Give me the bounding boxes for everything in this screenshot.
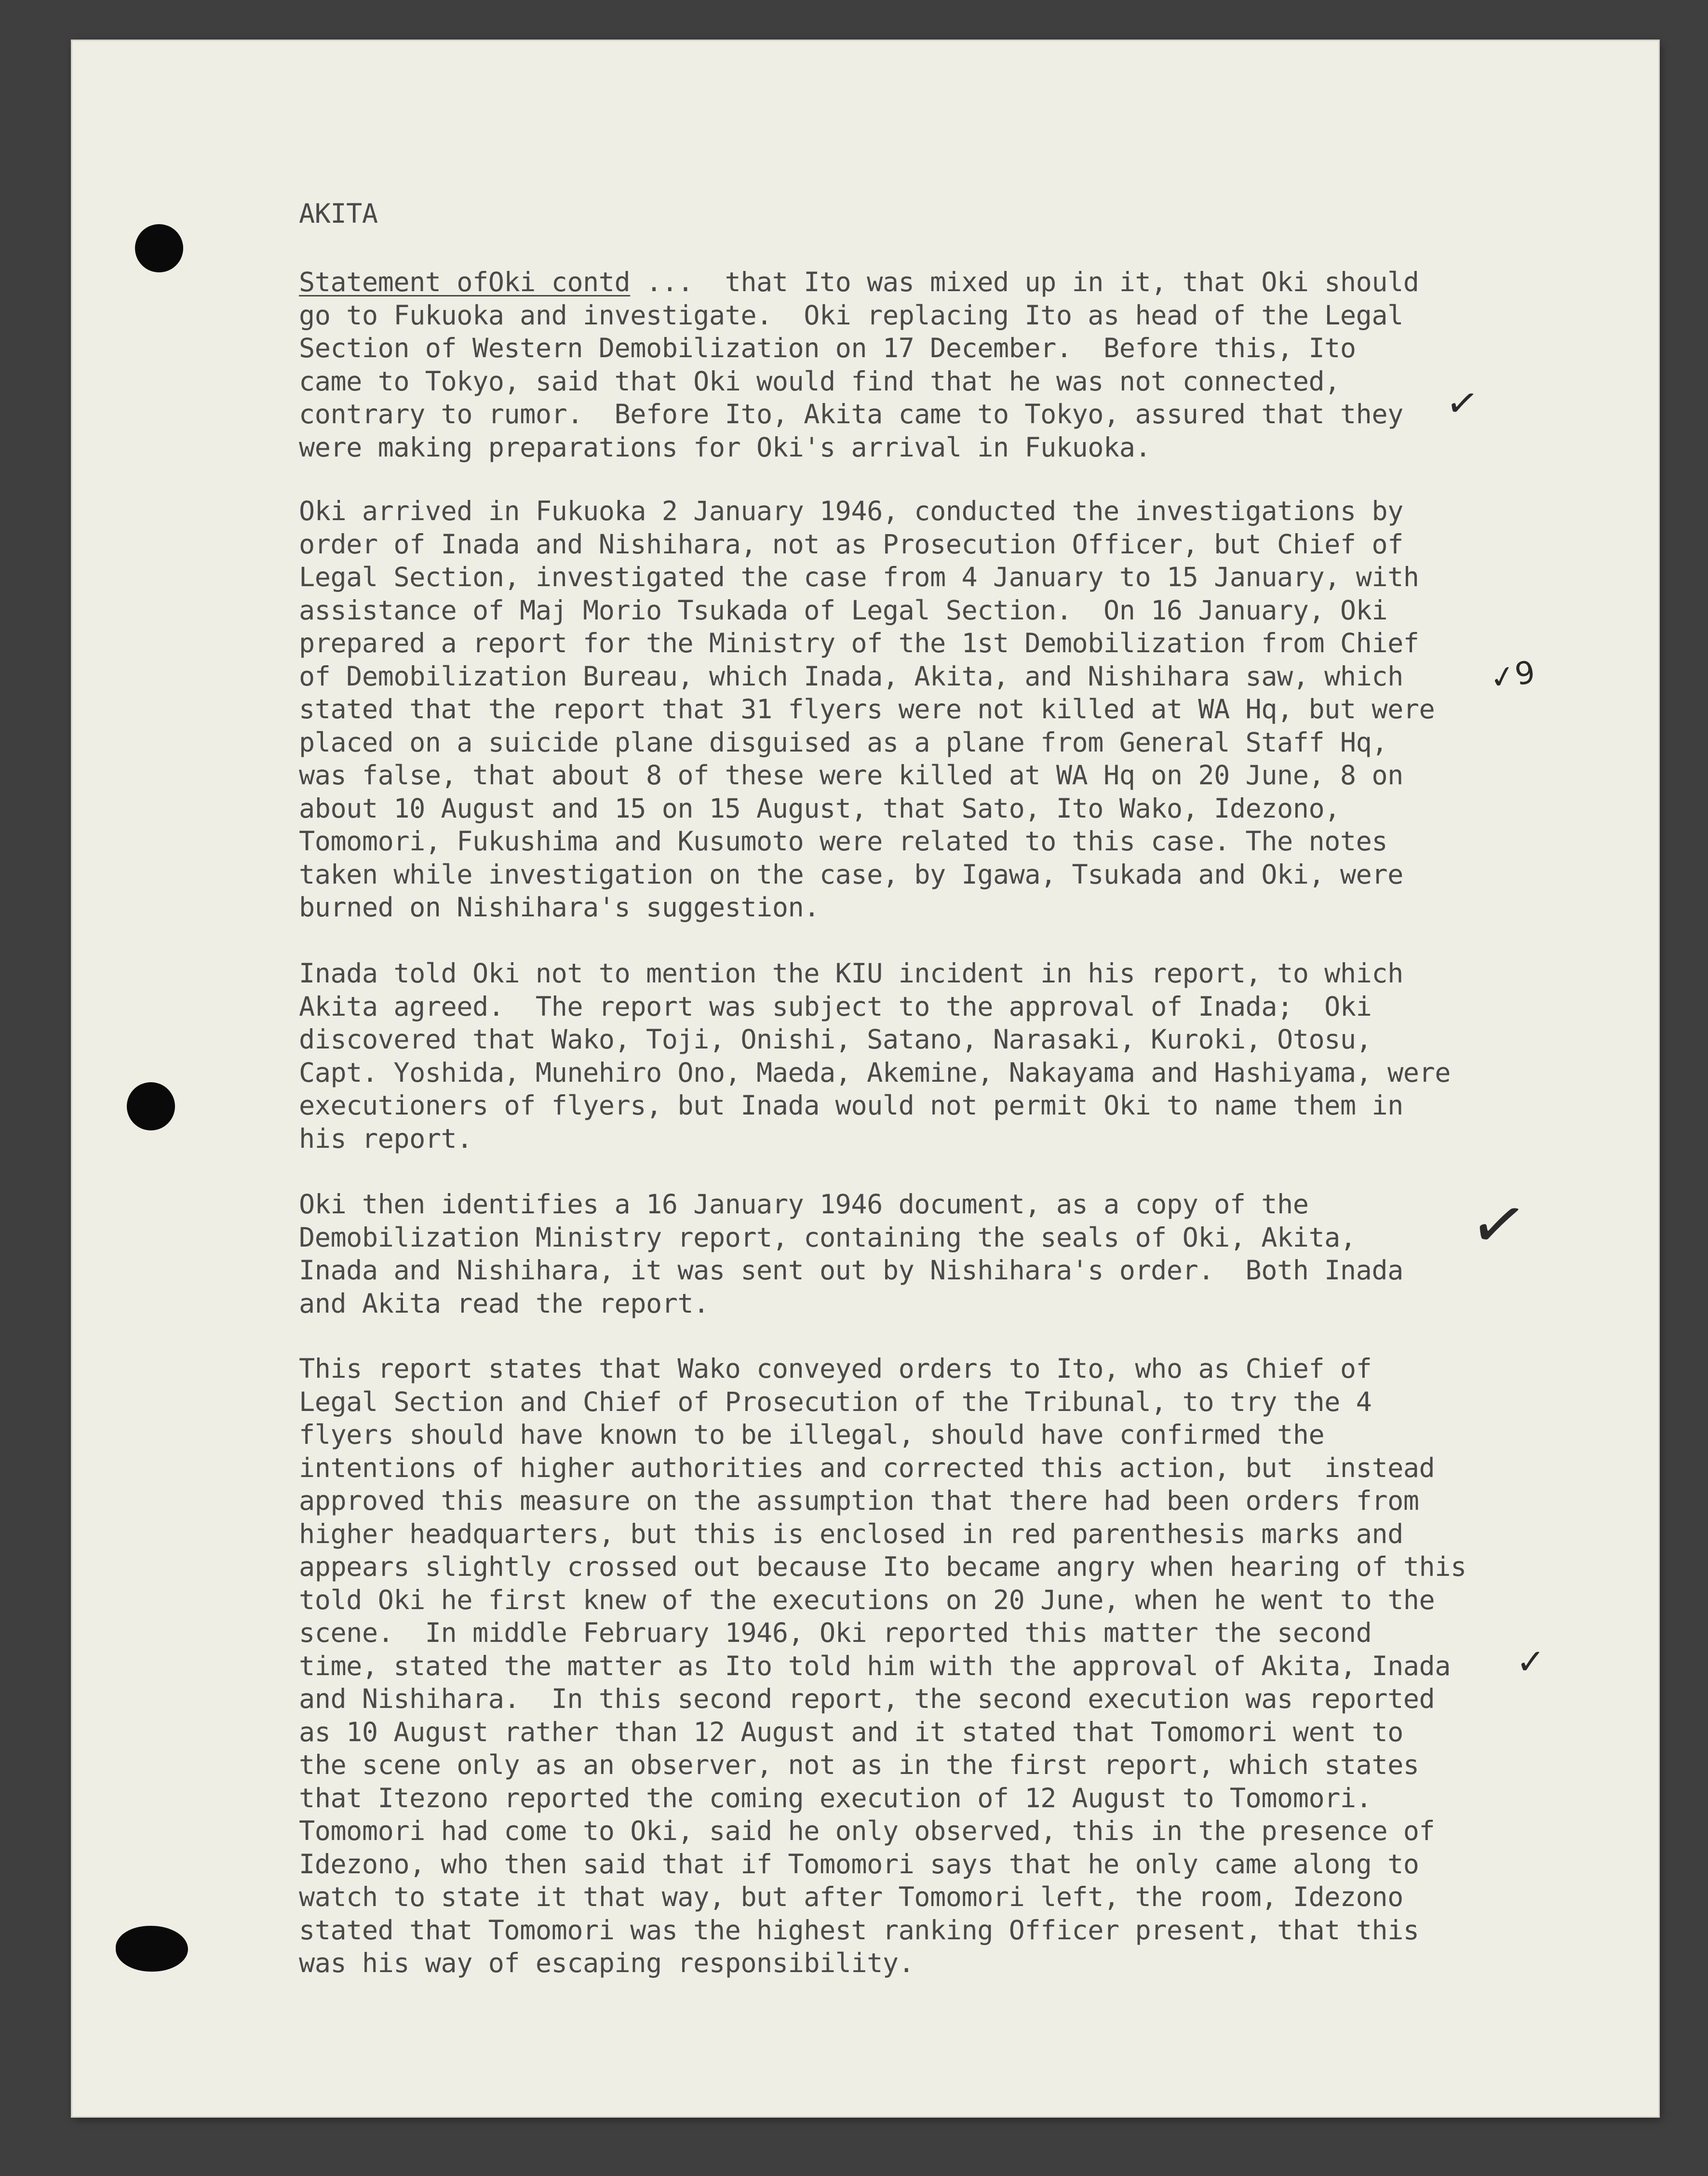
paragraph-line: ... that Ito was mixed up in it, that Oki should xyxy=(630,267,1419,298)
paragraph-line: came to Tokyo, said that Oki would find that he was not connected, xyxy=(299,366,1340,397)
paragraph-statement xyxy=(299,266,1552,464)
paragraph-document-identification: Oki then identifies a 16 January 1946 document, as a copy of the Demobilization Ministry report, containing the seals of Oki, Akita, Inada and Nishihara, it was sent out by Nishihara's order. Both Inada and Akita read the report. xyxy=(299,1189,1403,1319)
paragraph-kiu-incident: Inada told Oki not to mention the KIU incident in his report, to which Akita agreed. The report was subject to the approval of Inada; Oki discovered that Wako, Toji, Onishi, Satano, Narasaki, Kuroki, Otosu, Capt. Yoshida, Munehiro Ono, Maeda, Akemine, Nakayama and Hashiyama, were executioners of flyers, but Inada would not permit Oki to name them in his report. xyxy=(299,958,1451,1155)
punch-hole-middle xyxy=(127,1082,175,1130)
paragraph-line: go to Fukuoka and investigate. Oki replacing Ito as head of the Legal xyxy=(299,300,1403,331)
checkmark-icon: ✓9 xyxy=(1487,654,1538,698)
paragraph-line: Section of Western Demobilization on 17 December. Before this, Ito xyxy=(299,333,1356,364)
punch-hole-top xyxy=(135,224,183,272)
paragraph-line: were making preparations for Oki's arrival in Fukuoka. xyxy=(299,432,1151,463)
page-heading: AKITA xyxy=(299,199,378,229)
statement-lead: Statement ofOki contd xyxy=(299,267,631,298)
checkmark-icon: ✓ xyxy=(1516,1641,1546,1682)
checkmark-icon: ✓ xyxy=(1443,378,1482,428)
checkmark-icon: ✓ xyxy=(1464,1182,1533,1269)
paragraph-line: contrary to rumor. Before Ito, Akita came to Tokyo, assured that they xyxy=(299,399,1403,430)
punch-hole-bottom xyxy=(116,1926,188,1972)
paragraph-report-contents: This report states that Wako conveyed orders to Ito, who as Chief of Legal Section and Chief of Prosecution of the Tribunal, to try the 4 flyers should have known to be illegal, should have confirmed the intentions of higher authorities and corrected this action, but instead approved this measure on the assumption that there had been orders from higher headquarters, but this is enclosed in red parenthesis marks and appears slightly crossed out because Ito became angry when hearing of this told Oki he first knew of the executions on 20 June, when he went to the scene. In middle February 1946, Oki reported this matter the second time, stated the matter as Ito told him with the approval of Akita, Inada and Nishihara. In this second report, the second execution was reported as 10 August rather than 12 August and it stated that Tomomori went to the scene only as an observer, not as in the first report, which states that Itezono reported the coming execution of 12 August to Tomomori. Tomomori had come to Oki, said he only observed, this in the presence of Idezono, who then said that if Tomomori says that he only came along to watch to state it that way, but after Tomomori left, the room, Idezono stated that Tomomori was the highest ranking Officer present, that this was his way of escaping responsibility. xyxy=(299,1354,1466,1979)
paragraph-investigation: Oki arrived in Fukuoka 2 January 1946, conducted the investigations by order of Inada and Nishihara, not as Prosecution Officer, but Chief of Legal Section, investigated the case from 4 January to 15 January, with assistance of Maj Morio Tsukada of Legal Section. On 16 January, Oki prepared a report for the Ministry of the 1st Demobilization from Chief of Demobilization Bureau, which Inada, Akita, and Nishihara saw, which stated that the report that 31 flyers were not killed at WA Hq, but were placed on a suicide plane disguised as a plane from General Staff Hq, was false, that about 8 of these were killed at WA Hq on 20 June, 8 on about 10 August and 15 on 15 August, that Sato, Ito Wako, Idezono, Tomomori, Fukushima and Kusumoto were related to this case. The notes taken while investigation on the case, by Igawa, Tsukada and Oki, were burned on Nishihara's suggestion. xyxy=(299,496,1435,923)
